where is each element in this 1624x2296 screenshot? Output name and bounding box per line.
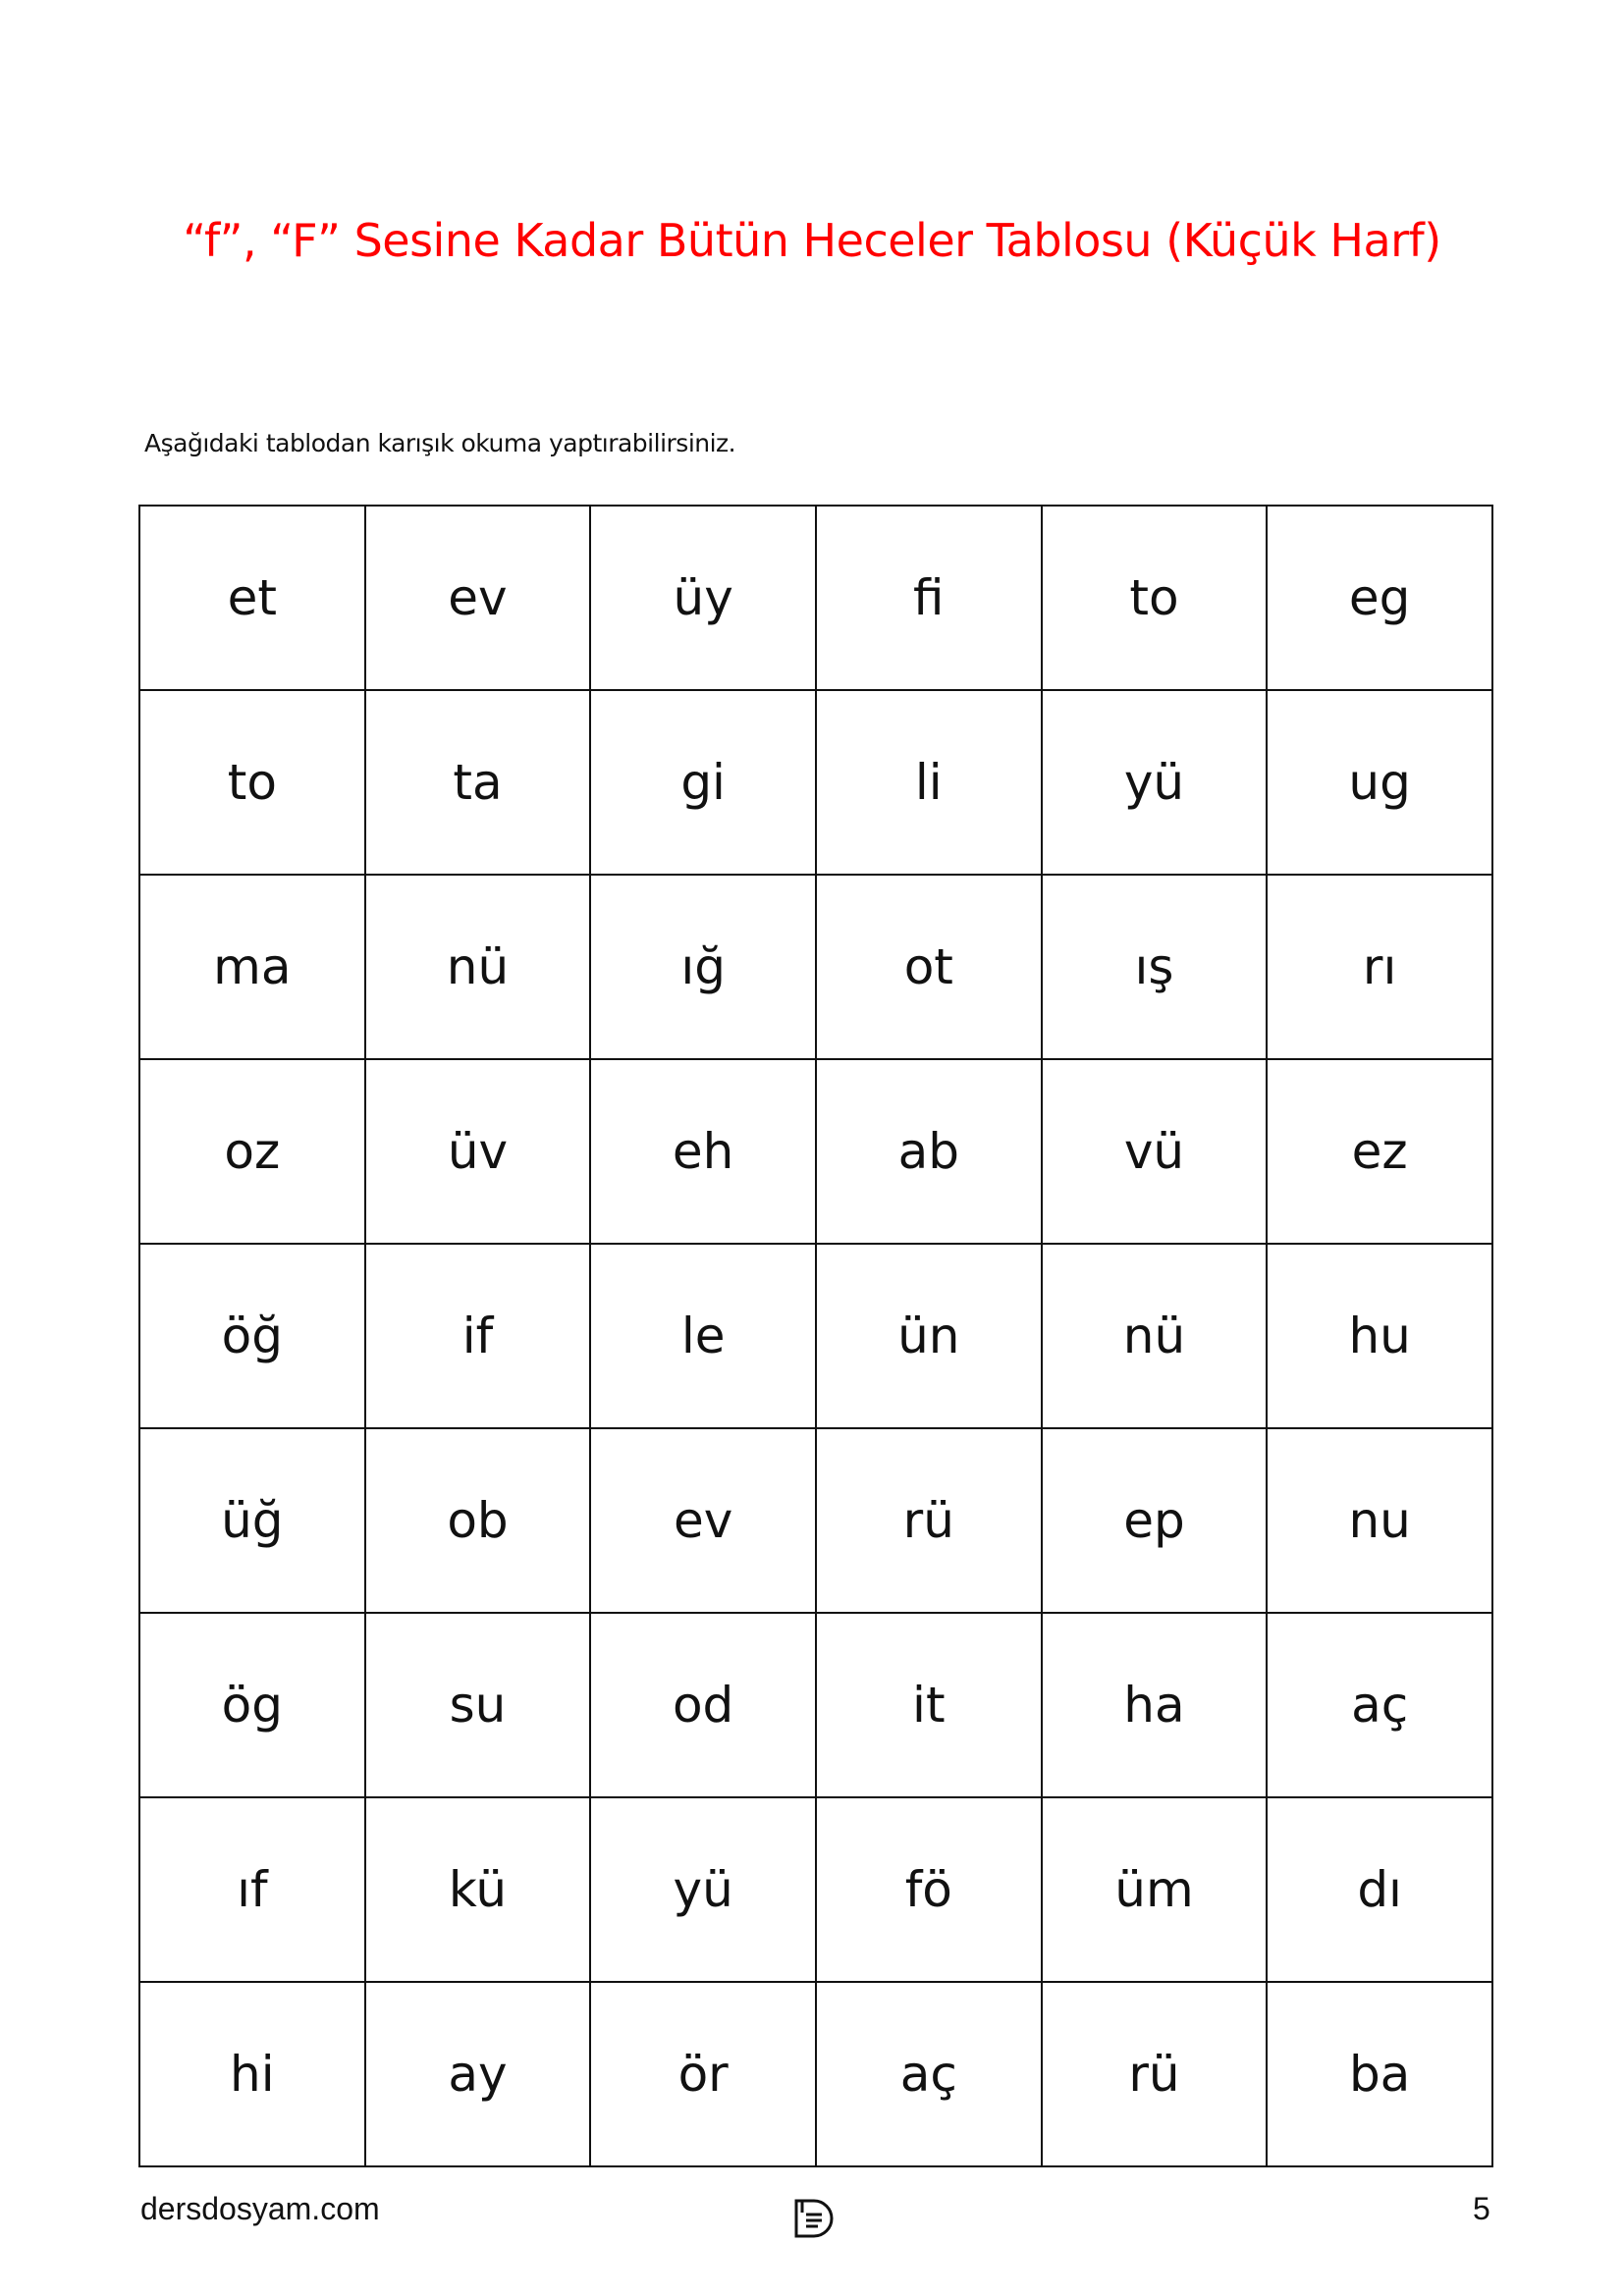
table-row	[139, 1982, 1492, 2166]
syllable-cell: rü	[816, 1428, 1042, 1613]
syllable-cell: nu	[1267, 1428, 1492, 1613]
syllable-cell: ep	[1042, 1428, 1268, 1613]
syllable-cell: if	[365, 1244, 591, 1428]
syllable-cell: ez	[1267, 1059, 1492, 1244]
instruction-text: Aşağıdaki tablodan karışık okuma yaptırabilirsiniz.	[144, 429, 736, 457]
syllable-cell: fi	[816, 506, 1042, 690]
syllable-cell: aç	[1267, 1613, 1492, 1797]
table-row	[139, 1059, 1492, 1244]
syllable-cell: üm	[1042, 1797, 1268, 1982]
syllable-cell: dı	[1267, 1797, 1492, 1982]
syllable-cell: üğ	[139, 1428, 365, 1613]
page-title: “f”, “F” Sesine Kadar Bütün Heceler Tablosu (Küçük Harf)	[183, 214, 1441, 267]
syllable-cell: oz	[139, 1059, 365, 1244]
syllable-cell: hi	[139, 1982, 365, 2166]
syllable-cell: to	[1042, 506, 1268, 690]
syllable-cell: ob	[365, 1428, 591, 1613]
table-row	[139, 1244, 1492, 1428]
table-row	[139, 875, 1492, 1059]
syllable-cell: ot	[816, 875, 1042, 1059]
syllable-cell: aç	[816, 1982, 1042, 2166]
syllable-cell: öğ	[139, 1244, 365, 1428]
syllable-cell: rü	[1042, 1982, 1268, 2166]
syllable-cell: vü	[1042, 1059, 1268, 1244]
syllable-cell: üv	[365, 1059, 591, 1244]
document-logo-icon	[792, 2199, 836, 2242]
syllable-cell: ha	[1042, 1613, 1268, 1797]
syllable-cell: su	[365, 1613, 591, 1797]
table-row	[139, 1428, 1492, 1613]
syllable-cell: ab	[816, 1059, 1042, 1244]
syllable-cell: od	[590, 1613, 816, 1797]
syllable-cell: et	[139, 506, 365, 690]
syllable-cell: li	[816, 690, 1042, 875]
syllable-cell: to	[139, 690, 365, 875]
page-number: 5	[1473, 2191, 1490, 2226]
syllable-cell: rı	[1267, 875, 1492, 1059]
syllable-cell: it	[816, 1613, 1042, 1797]
syllable-cell: ığ	[590, 875, 816, 1059]
syllable-cell: kü	[365, 1797, 591, 1982]
syllable-cell: ör	[590, 1982, 816, 2166]
table-row	[139, 506, 1492, 690]
syllable-cell: ay	[365, 1982, 591, 2166]
syllable-table	[138, 505, 1493, 2167]
syllable-cell: ev	[590, 1428, 816, 1613]
syllable-cell: ış	[1042, 875, 1268, 1059]
table-row	[139, 1613, 1492, 1797]
table-row	[139, 690, 1492, 875]
syllable-cell: ug	[1267, 690, 1492, 875]
syllable-cell: ün	[816, 1244, 1042, 1428]
footer-site: dersdosyam.com	[140, 2191, 380, 2226]
syllable-cell: nü	[365, 875, 591, 1059]
table-row	[139, 1797, 1492, 1982]
syllable-cell: hu	[1267, 1244, 1492, 1428]
syllable-cell: fö	[816, 1797, 1042, 1982]
syllable-cell: nü	[1042, 1244, 1268, 1428]
syllable-cell: eg	[1267, 506, 1492, 690]
syllable-cell: ta	[365, 690, 591, 875]
syllable-cell: üy	[590, 506, 816, 690]
syllable-cell: ög	[139, 1613, 365, 1797]
syllable-cell: ıf	[139, 1797, 365, 1982]
syllable-cell: le	[590, 1244, 816, 1428]
syllable-cell: yü	[590, 1797, 816, 1982]
syllable-cell: yü	[1042, 690, 1268, 875]
syllable-cell: gi	[590, 690, 816, 875]
syllable-cell: ma	[139, 875, 365, 1059]
syllable-cell: ev	[365, 506, 591, 690]
syllable-cell: ba	[1267, 1982, 1492, 2166]
syllable-cell: eh	[590, 1059, 816, 1244]
